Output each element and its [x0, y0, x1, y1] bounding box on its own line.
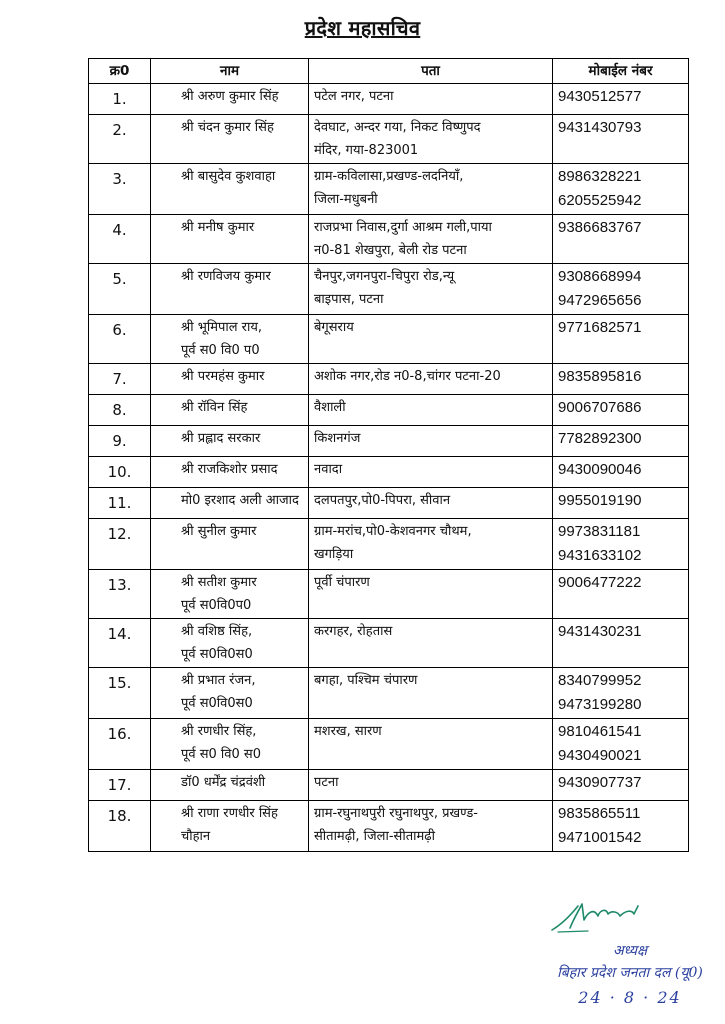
name-line: श्री भूमिपाल राय,: [181, 320, 263, 335]
address-line: पटेल नगर, पटना: [314, 89, 394, 104]
designation-organisation: बिहार प्रदेश जनता दल (यू0): [557, 965, 703, 981]
name-line: पूर्व स0वि0स0: [181, 696, 253, 711]
table-row: [89, 364, 689, 395]
signatory-designation: [535, 940, 725, 984]
address-line: पटना: [314, 775, 339, 790]
address-line: वैशाली: [314, 400, 346, 415]
mobile-cell: [553, 84, 689, 115]
mobile-number: 9308668994: [558, 268, 642, 285]
name-cell: [151, 426, 309, 457]
mobile-number: 9431430793: [558, 119, 642, 136]
serial-number-cell: 9.: [89, 426, 151, 457]
table-row: [89, 488, 689, 519]
serial-number-cell: 2.: [89, 115, 151, 164]
mobile-cell: [553, 619, 689, 668]
mobile-number: 9810461541: [558, 723, 642, 740]
address-cell: [309, 215, 553, 264]
office-bearers-table: [88, 58, 689, 852]
mobile-number: 9973831181: [558, 523, 641, 540]
serial-number-cell: 8.: [89, 395, 151, 426]
name-line: पूर्व स0 वि0 प0: [181, 343, 260, 358]
name-line: श्री राजकिशोर प्रसाद: [181, 462, 278, 477]
address-line: सीतामढ़ी, जिला-सीतामढ़ी: [314, 829, 435, 844]
name-line: श्री प्रह्लाद सरकार: [181, 431, 261, 446]
column-header-sno: क्र0: [89, 59, 151, 84]
address-line: न0-81 शेखपुरा, बेली रोड पटना: [314, 243, 467, 258]
mobile-cell: [553, 719, 689, 770]
table-row: [89, 215, 689, 264]
serial-number-cell: 15.: [89, 668, 151, 719]
address-line: जिला-मधुबनी: [314, 192, 378, 207]
name-cell: [151, 364, 309, 395]
mobile-number: 9955019190: [558, 492, 642, 509]
address-line: बेगूसराय: [314, 320, 354, 335]
mobile-cell: [553, 395, 689, 426]
column-header-mobile: मोबाईल नंबर: [553, 59, 689, 84]
table-row: [89, 570, 689, 619]
serial-number-cell: 16.: [89, 719, 151, 770]
name-line: श्री बासुदेव कुशवाहा: [181, 169, 276, 184]
address-line: पूर्वी चंपारण: [314, 575, 370, 590]
mobile-number: 9386683767: [558, 219, 642, 236]
name-cell: [151, 115, 309, 164]
address-line: चैनपुर,जगनपुरा-चिपुरा रोड,न्यू: [314, 269, 455, 284]
column-header-name: नाम: [151, 59, 309, 84]
mobile-number: 9473199280: [558, 696, 642, 713]
mobile-number: 9430490021: [558, 747, 642, 764]
name-cell: [151, 719, 309, 770]
mobile-number: 9835895816: [558, 368, 642, 385]
name-line: श्री अरुण कुमार सिंह: [181, 89, 279, 104]
name-cell: [151, 668, 309, 719]
serial-number-cell: 17.: [89, 770, 151, 801]
name-cell: [151, 457, 309, 488]
mobile-number: 9430090046: [558, 461, 642, 478]
name-cell: [151, 164, 309, 215]
serial-number-cell: 5.: [89, 264, 151, 315]
page-title: प्रदेश महासचिव: [304, 16, 421, 40]
table-row: [89, 395, 689, 426]
mobile-number: 9472965656: [558, 292, 642, 309]
table-header-row: [89, 59, 689, 84]
address-cell: [309, 364, 553, 395]
table-row: [89, 84, 689, 115]
name-cell: [151, 84, 309, 115]
serial-number-cell: 1.: [89, 84, 151, 115]
mobile-cell: [553, 570, 689, 619]
table-row: [89, 668, 689, 719]
name-line: डॉ0 धर्मेंद्र चंद्रवंशी: [181, 775, 266, 790]
address-line: देवघाट, अन्दर गया, निकट विष्णुपद: [314, 120, 481, 135]
mobile-cell: [553, 364, 689, 395]
mobile-cell: [553, 115, 689, 164]
name-line: पूर्व स0वि0स0: [181, 647, 253, 662]
name-cell: [151, 570, 309, 619]
mobile-number: 9430907737: [558, 774, 642, 791]
mobile-number: 9431633102: [558, 547, 642, 564]
table-row: [89, 115, 689, 164]
address-line: करगहर, रोहतास: [314, 624, 393, 639]
table-row: [89, 457, 689, 488]
serial-number-cell: 14.: [89, 619, 151, 668]
address-cell: [309, 164, 553, 215]
address-cell: [309, 619, 553, 668]
mobile-cell: [553, 801, 689, 852]
name-cell: [151, 619, 309, 668]
name-cell: [151, 770, 309, 801]
address-line: राजप्रभा निवास,दुर्गा आश्रम गली,पाया: [314, 220, 492, 235]
name-line: श्री वशिष्ठ सिंह,: [181, 624, 253, 639]
table-row: [89, 619, 689, 668]
mobile-number: 9006477222: [558, 574, 642, 591]
name-line: श्री सतीश कुमार: [181, 575, 257, 590]
address-line: ग्राम-रघुनाथपुरी रघुनाथपुर, प्रखण्ड-: [314, 806, 478, 821]
address-cell: [309, 395, 553, 426]
mobile-cell: [553, 315, 689, 364]
name-cell: [151, 519, 309, 570]
table-row: [89, 164, 689, 215]
table-row: [89, 315, 689, 364]
mobile-cell: [553, 770, 689, 801]
mobile-number: 9471001542: [558, 829, 642, 846]
table-row: [89, 519, 689, 570]
name-cell: [151, 801, 309, 852]
name-line: पूर्व स0वि0प0: [181, 598, 252, 613]
name-line: श्री सुनील कुमार: [181, 524, 257, 539]
name-cell: [151, 488, 309, 519]
address-cell: [309, 570, 553, 619]
mobile-number: 6205525942: [558, 192, 642, 209]
name-line: श्री राणा रणधीर सिंह: [181, 806, 278, 821]
mobile-cell: [553, 488, 689, 519]
address-cell: [309, 519, 553, 570]
name-cell: [151, 315, 309, 364]
address-line: अशोक नगर,रोड न0-8,चांगर पटना-20: [314, 369, 501, 384]
name-line: श्री प्रभात रंजन,: [181, 673, 256, 688]
address-cell: [309, 84, 553, 115]
address-line: दलपतपुर,पो0-पिपरा, सीवान: [314, 493, 451, 508]
address-cell: [309, 801, 553, 852]
mobile-cell: [553, 668, 689, 719]
mobile-cell: [553, 164, 689, 215]
serial-number-cell: 12.: [89, 519, 151, 570]
name-cell: [151, 264, 309, 315]
address-cell: [309, 457, 553, 488]
name-cell: [151, 395, 309, 426]
address-line: ग्राम-मरांच,पो0-केशवनगर चौथम,: [314, 524, 472, 539]
mobile-number: 9771682571: [558, 319, 642, 336]
table-row: [89, 264, 689, 315]
name-cell: [151, 215, 309, 264]
serial-number-cell: 7.: [89, 364, 151, 395]
name-line: पूर्व स0 वि0 स0: [181, 747, 261, 762]
address-line: बगहा, पश्चिम चंपारण: [314, 673, 418, 688]
serial-number-cell: 10.: [89, 457, 151, 488]
table-row: [89, 719, 689, 770]
address-cell: [309, 770, 553, 801]
mobile-number: 9430512577: [558, 88, 642, 105]
mobile-number: 7782892300: [558, 430, 642, 447]
mobile-number: 8340799952: [558, 672, 642, 689]
address-cell: [309, 668, 553, 719]
address-line: ग्राम-कविलासा,प्रखण्ड-लदनियाँ,: [314, 169, 464, 184]
table-row: [89, 426, 689, 457]
mobile-cell: [553, 457, 689, 488]
handwritten-signature: [548, 898, 648, 938]
serial-number-cell: 3.: [89, 164, 151, 215]
address-line: नवादा: [314, 462, 343, 477]
serial-number-cell: 13.: [89, 570, 151, 619]
mobile-cell: [553, 426, 689, 457]
designation-title: अध्यक्ष: [612, 943, 648, 959]
mobile-number: 8986328221: [558, 168, 642, 185]
name-line: चौहान: [181, 829, 211, 844]
name-line: श्री रणविजय कुमार: [181, 269, 271, 284]
address-line: बाइपास, पटना: [314, 292, 384, 307]
address-cell: [309, 315, 553, 364]
serial-number-cell: 11.: [89, 488, 151, 519]
name-line: श्री परमहंस कुमार: [181, 369, 265, 384]
name-line: श्री मनीष कुमार: [181, 220, 255, 235]
address-cell: [309, 488, 553, 519]
name-line: श्री रॉविन सिंह: [181, 400, 248, 415]
mobile-number: 9835865511: [558, 805, 641, 822]
address-line: मशरख, सारण: [314, 724, 382, 739]
table-row: [89, 801, 689, 852]
name-line: श्री चंदन कुमार सिंह: [181, 120, 274, 135]
column-header-address: पता: [309, 59, 553, 84]
address-cell: [309, 426, 553, 457]
table-row: [89, 770, 689, 801]
serial-number-cell: 18.: [89, 801, 151, 852]
serial-number-cell: 4.: [89, 215, 151, 264]
mobile-cell: [553, 519, 689, 570]
mobile-number: 9431430231: [558, 623, 642, 640]
table-body: [89, 84, 689, 852]
address-cell: [309, 115, 553, 164]
mobile-cell: [553, 264, 689, 315]
address-line: खगड़िया: [314, 547, 354, 562]
address-cell: [309, 719, 553, 770]
address-line: किशनगंज: [314, 431, 361, 446]
signature-date: 24 · 8 · 24: [578, 988, 682, 1007]
address-cell: [309, 264, 553, 315]
mobile-number: 9006707686: [558, 399, 642, 416]
address-line: मंदिर, गया-823001: [314, 143, 419, 158]
name-line: श्री रणधीर सिंह,: [181, 724, 257, 739]
name-line: मो0 इरशाद अली आजाद: [181, 493, 299, 508]
serial-number-cell: 6.: [89, 315, 151, 364]
mobile-cell: [553, 215, 689, 264]
